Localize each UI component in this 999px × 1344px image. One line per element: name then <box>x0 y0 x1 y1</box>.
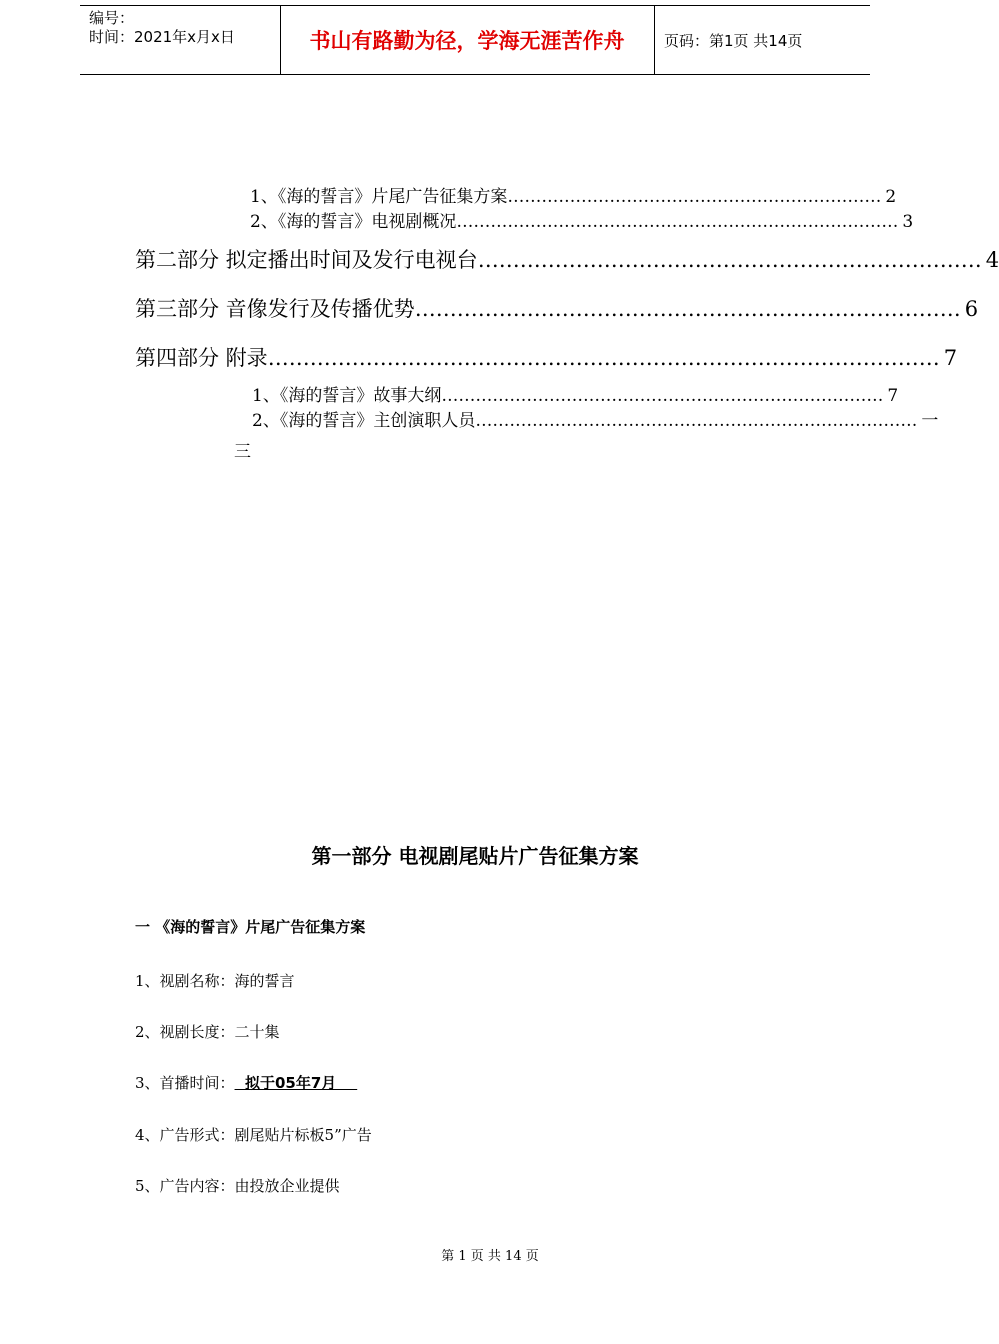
toc-entry-label: 第四部分 附录 <box>135 346 268 370</box>
toc-entry-page: 2 <box>885 187 897 207</box>
toc-entry[interactable] <box>250 211 914 233</box>
section-title: 第一部分 电视剧尾贴片广告征集方案 <box>311 844 639 868</box>
toc-entry[interactable] <box>135 344 958 372</box>
list-item <box>135 1072 357 1093</box>
header-page-number: 页码：第1页 共14页 <box>664 32 803 50</box>
list-item: 5、广告内容：由投放企业提供 <box>135 1177 340 1195</box>
header-divider <box>654 6 655 74</box>
toc-entry-page: 3 <box>902 212 914 232</box>
toc-leader: …………………………………………………………………… <box>456 212 899 232</box>
premiere-date-value: 拟于05年7月 <box>234 1074 358 1092</box>
list-item: 1、视剧名称：海的誓言 <box>135 972 295 990</box>
toc-entry-label: 1、《海的誓言》片尾广告征集方案 <box>250 187 508 207</box>
toc-leader: ………………………………………………………… <box>507 187 882 207</box>
page-header <box>80 5 870 75</box>
toc-entry[interactable] <box>250 186 897 208</box>
toc-leader: …………………………………………………………………… <box>414 297 961 321</box>
header-number: 编号： <box>89 9 135 27</box>
toc-entry[interactable] <box>135 295 979 323</box>
list-item: 4、广告形式：剧尾贴片标板5”广告 <box>135 1126 372 1144</box>
toc-entry[interactable] <box>252 410 939 432</box>
header-time: 时间：2021年x月x日 <box>89 28 235 46</box>
toc-entry-wrap: 三 <box>234 442 251 462</box>
toc-entry-page: 7 <box>943 346 958 370</box>
toc-entry-page: 一 <box>921 411 939 431</box>
section-subtitle: 一 《海的誓言》片尾广告征集方案 <box>135 918 366 936</box>
header-motto: 书山有路勤为径，学海无涯苦作舟 <box>309 29 625 53</box>
toc-entry-label: 第二部分 拟定播出时间及发行电视台 <box>135 248 478 272</box>
toc-entry-label: 2、《海的誓言》主创演职人员 <box>252 411 476 431</box>
list-item: 2、视剧长度：二十集 <box>135 1023 280 1041</box>
item-label: 3、首播时间： <box>135 1074 235 1092</box>
toc-entry-page: 6 <box>964 297 979 321</box>
toc-leader: …………………………………………………………………… <box>475 411 918 431</box>
toc-entry[interactable] <box>135 246 999 274</box>
toc-entry-label: 第三部分 音像发行及传播优势 <box>135 297 415 321</box>
toc-entry-page: 7 <box>887 386 899 406</box>
toc-leader: ……………………………………………………………… <box>477 248 982 272</box>
toc-entry[interactable] <box>252 385 899 407</box>
toc-leader: …………………………………………………………………………………… <box>267 346 940 370</box>
page-footer: 第 1 页 共 14 页 <box>441 1249 539 1264</box>
toc-leader: …………………………………………………………………… <box>441 386 884 406</box>
header-meta <box>89 9 235 47</box>
toc-entry-label: 2、《海的誓言》电视剧概况 <box>250 212 457 232</box>
toc-entry-label: 1、《海的誓言》故事大纲 <box>252 386 442 406</box>
toc-entry-page: 4 <box>985 248 999 272</box>
